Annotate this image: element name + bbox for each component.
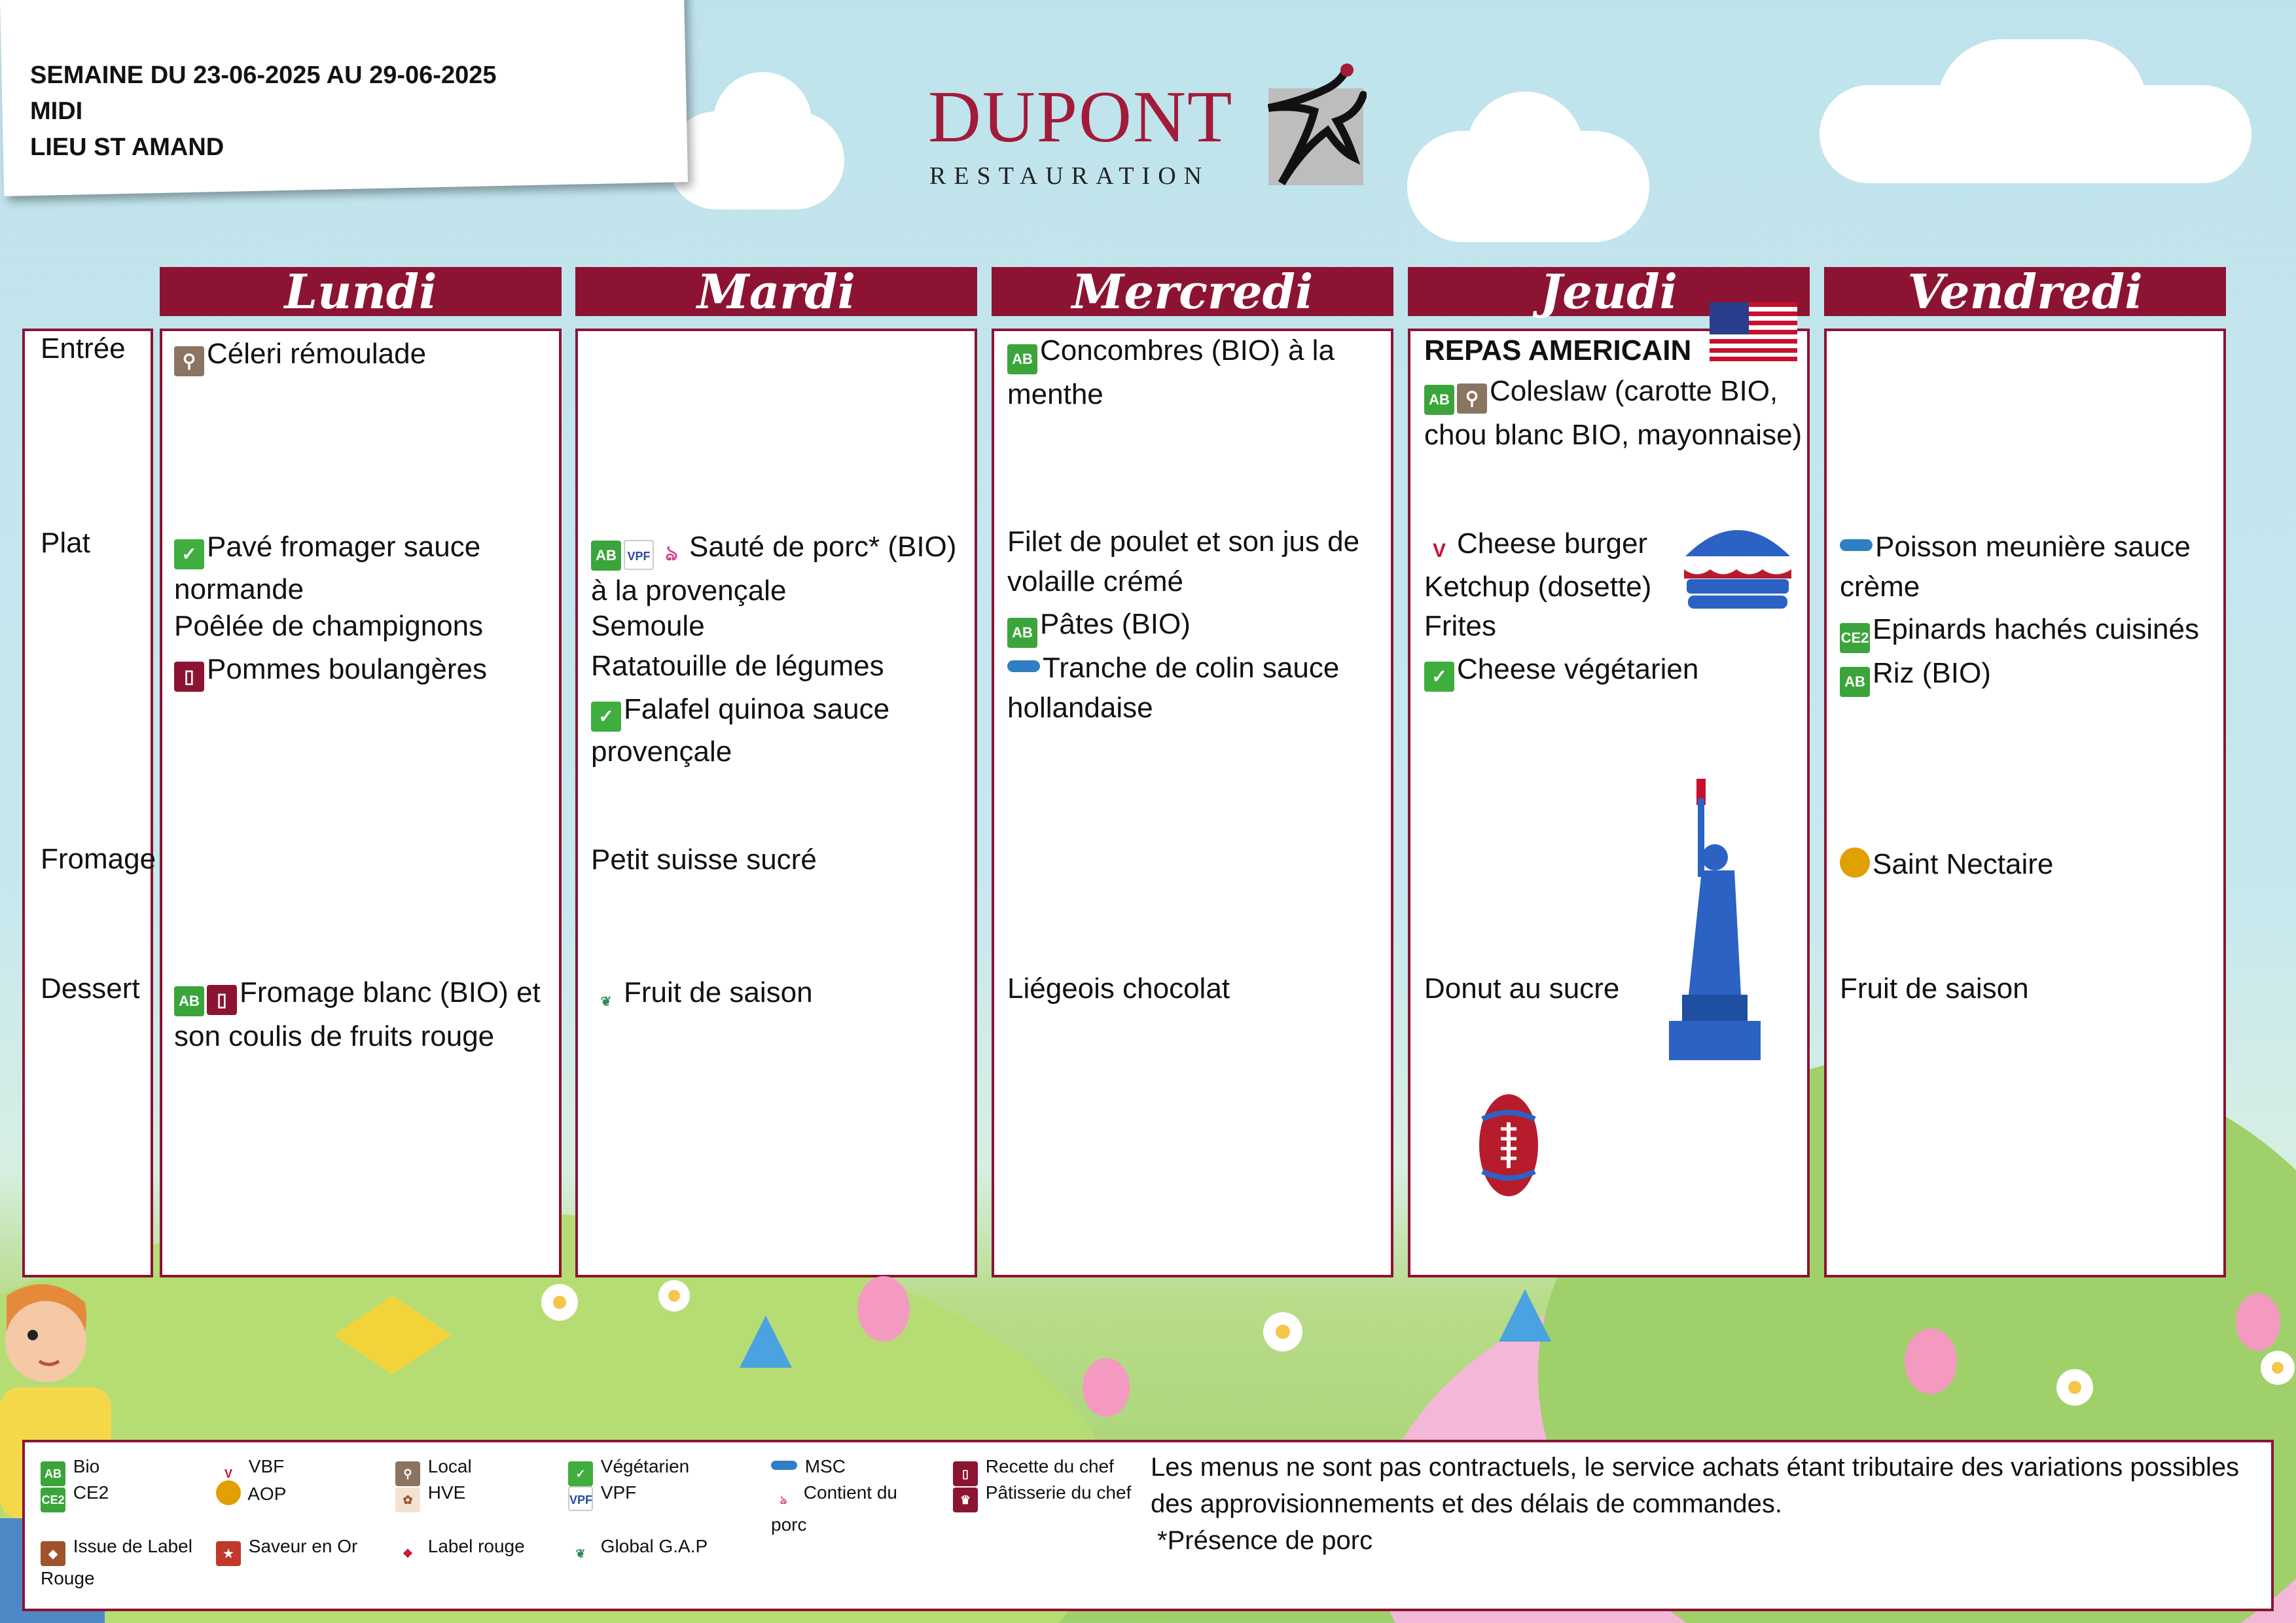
menu-item <box>1424 330 1725 370</box>
legend <box>22 1440 2274 1611</box>
menu-item <box>591 527 977 611</box>
menu-item <box>174 606 554 646</box>
legend-label: MSC <box>804 1456 846 1476</box>
flowers-decoration <box>0 1270 2296 1446</box>
menu-item <box>1840 527 2226 607</box>
legend-label: Végétarien <box>600 1456 690 1476</box>
row-label-entree: Entrée <box>41 332 126 365</box>
logo-subtitle: RESTAURATION <box>929 162 1210 190</box>
legend-label: Contient du porc <box>771 1482 897 1535</box>
menu-item <box>1840 609 2226 653</box>
legend-label: CE2 <box>73 1482 109 1503</box>
legend-label: VPF <box>600 1482 637 1503</box>
jeudi-theme: REPAS AMERICAIN <box>1424 334 1692 366</box>
menu-item <box>1840 969 2219 1008</box>
msc-icon <box>771 1461 797 1470</box>
menu-item <box>1424 649 1804 692</box>
legend-label: Recette du chef <box>985 1456 1114 1476</box>
week-title: SEMAINE DU 23-06-2025 AU 29-06-2025 <box>30 62 497 89</box>
label-rouge-icon: ❖ <box>395 1541 420 1566</box>
chef-recipe-icon: ▯ <box>953 1461 978 1486</box>
vegetarian-icon: ✓ <box>591 702 621 732</box>
lundi-entree: Céleri rémoulade <box>207 338 427 370</box>
row-label-dessert: Dessert <box>41 972 140 1005</box>
statue-of-liberty-icon <box>1662 779 1774 1073</box>
menu-item <box>1424 969 1686 1008</box>
vendredi-plat-1: Poisson meunière sauce crème <box>1840 531 2191 603</box>
issue-label-rouge-icon: ◆ <box>41 1541 65 1566</box>
legend-label-rouge <box>395 1534 525 1566</box>
burger-icon <box>1679 517 1797 615</box>
pork-note: *Présence de porc <box>1157 1526 1373 1555</box>
row-labels-panel <box>22 329 153 1277</box>
legend-msc <box>771 1454 846 1479</box>
lundi-plat-3: Pommes boulangères <box>207 653 488 685</box>
panel-mercredi <box>992 329 1393 1277</box>
menu-item <box>591 840 971 880</box>
menu-item <box>1424 524 1673 566</box>
dupont-logo <box>928 62 1363 200</box>
row-label-plat: Plat <box>41 527 90 559</box>
vegetarian-icon: ✓ <box>174 539 204 569</box>
jeudi-plat-4: Cheese végétarien <box>1457 653 1699 685</box>
menu-item <box>174 527 554 609</box>
ce2-icon: CE2 <box>41 1488 65 1512</box>
row-label-fromage: Fromage <box>41 843 156 875</box>
header-info <box>30 58 496 166</box>
logo-wordmark: DUPONT <box>928 77 1234 158</box>
bio-icon: AB <box>1840 667 1870 697</box>
vegetarian-icon: ✓ <box>1424 662 1454 692</box>
legend-label: Issue de Label Rouge <box>41 1536 192 1588</box>
bio-icon: AB <box>1007 344 1037 374</box>
menu-item <box>1007 604 1387 648</box>
bio-icon: AB <box>1007 618 1037 648</box>
bio-icon: AB <box>174 986 204 1016</box>
day-header-mardi: Mardi <box>575 267 977 316</box>
cloud-far-right-puff <box>1937 39 2147 170</box>
mardi-plat-2: Semoule <box>591 610 705 642</box>
legend-ce2 <box>41 1480 109 1512</box>
panel-lundi <box>160 329 562 1277</box>
bio-icon: AB <box>1424 385 1454 415</box>
day-header-jeudi: Jeudi <box>1408 267 1810 316</box>
bio-icon: AB <box>591 541 621 571</box>
mercredi-plat-2: Pâtes (BIO) <box>1040 608 1191 640</box>
menu-item <box>174 334 554 376</box>
legend-label: AOP <box>247 1484 287 1504</box>
menu-item <box>1424 567 1686 607</box>
legend-label: Pâtisserie du chef <box>985 1482 1132 1503</box>
legend-label: HVE <box>427 1482 466 1503</box>
cloud-right-puff <box>1466 92 1584 209</box>
disclaimer-text: Les menus ne sont pas contractuels, le service achats étant tributaire des variations possibles des approvisionnements et des délais de commandes. <box>1151 1453 2240 1518</box>
vpf-icon: VPF <box>568 1486 593 1511</box>
local-icon: ⚲ <box>395 1461 420 1486</box>
vendredi-dessert: Fruit de saison <box>1840 972 2029 1005</box>
jeudi-plat-3: Frites <box>1424 610 1496 642</box>
vbf-icon: V <box>216 1461 241 1486</box>
disclaimer <box>1151 1449 2263 1559</box>
jeudi-dessert: Donut au sucre <box>1424 972 1620 1005</box>
saveur-en-or-icon: ★ <box>216 1541 241 1566</box>
menu-item <box>1007 522 1387 601</box>
legend-vpf <box>568 1480 636 1511</box>
local-icon: ⚲ <box>1457 383 1487 414</box>
vendredi-plat-2: Epinards hachés cuisinés <box>1873 613 2199 645</box>
legend-issue <box>41 1534 198 1591</box>
legend-porc <box>771 1480 935 1537</box>
mercredi-entree: Concombres (BIO) à la menthe <box>1007 334 1335 410</box>
menu-item <box>591 646 971 686</box>
legend-patisserie <box>953 1480 1149 1512</box>
vendredi-plat-3: Riz (BIO) <box>1873 657 1991 689</box>
hve-icon: ✿ <box>395 1488 420 1512</box>
lundi-plat-1: Pavé fromager sauce normande <box>174 531 481 605</box>
mardi-plat-1: Sauté de porc* (BIO) à la provençale <box>591 531 957 607</box>
menu-item <box>591 606 971 646</box>
jeudi-plat-1: Cheese burger <box>1457 527 1648 560</box>
menu-item <box>1007 330 1387 414</box>
legend-label: Bio <box>73 1456 100 1476</box>
mardi-plat-4: Falafel quinoa sauce provençale <box>591 693 890 768</box>
legend-label: Global G.A.P <box>600 1536 708 1556</box>
chef-recipe-icon: ▯ <box>174 662 204 692</box>
menu-item <box>1424 371 1817 455</box>
mardi-plat-3: Ratatouille de légumes <box>591 650 884 682</box>
ce2-icon: CE2 <box>1840 623 1870 653</box>
legend-gap <box>568 1534 708 1566</box>
vbf-icon: V <box>1424 536 1454 566</box>
mardi-fromage: Petit suisse sucré <box>591 844 817 876</box>
menu-item <box>1007 648 1387 728</box>
day-header-mercredi: Mercredi <box>992 267 1393 316</box>
vendredi-fromage: Saint Nectaire <box>1873 848 2054 880</box>
legend-label: Local <box>427 1456 472 1476</box>
jeudi-entree: Coleslaw (carotte BIO, chou blanc BIO, mayonnaise) <box>1424 375 1803 451</box>
legend-aop <box>216 1480 286 1507</box>
chef-recipe-icon: ▯ <box>207 985 237 1015</box>
aop-icon <box>216 1480 241 1505</box>
menu-item <box>1007 969 1387 1008</box>
bio-icon: AB <box>41 1461 65 1486</box>
aop-icon <box>1840 847 1870 878</box>
pork-icon: ঌ <box>771 1488 796 1512</box>
lundi-dessert: Fromage blanc (BIO) et son coulis de fruits rouge <box>174 976 541 1052</box>
mercredi-dessert: Liégeois chocolat <box>1007 972 1230 1005</box>
american-football-icon <box>1476 1093 1541 1198</box>
pastry-chef-icon: ♛ <box>953 1488 978 1512</box>
runner-icon <box>1249 62 1367 193</box>
menu-item <box>174 972 554 1056</box>
panel-mardi <box>575 329 977 1277</box>
vpf-icon: VPF <box>624 540 654 570</box>
meal-type: MIDI <box>30 98 83 125</box>
menu-item <box>591 972 971 1017</box>
msc-icon <box>1007 660 1040 672</box>
local-icon: ⚲ <box>174 346 204 376</box>
mercredi-plat-1: Filet de poulet et son jus de volaille crémé <box>1007 526 1360 597</box>
cloud-left-puff <box>713 72 812 170</box>
day-header-lundi: Lundi <box>160 267 562 316</box>
menu-item <box>591 689 971 772</box>
lundi-plat-2: Poêlée de champignons <box>174 610 484 642</box>
jeudi-plat-2: Ketchup (dosette) <box>1424 571 1652 603</box>
legend-label: Label rouge <box>427 1536 525 1556</box>
mercredi-plat-3: Tranche de colin sauce hollandaise <box>1007 652 1340 724</box>
global-gap-icon: ❦ <box>568 1541 593 1566</box>
msc-icon <box>1840 539 1873 551</box>
panel-vendredi <box>1824 329 2226 1277</box>
menu-item <box>1840 844 2219 884</box>
legend-hve <box>395 1480 465 1512</box>
location: LIEU ST AMAND <box>30 134 224 161</box>
menu-item <box>1424 606 1686 646</box>
mardi-dessert: Fruit de saison <box>624 976 813 1008</box>
legend-label: VBF <box>248 1456 285 1476</box>
menu-item <box>174 649 554 692</box>
menu-item <box>1840 653 2219 697</box>
pork-icon: ঌ <box>656 538 687 568</box>
legend-label: Saveur en Or <box>248 1536 358 1556</box>
day-header-vendredi: Vendredi <box>1824 267 2226 316</box>
legend-saveur <box>216 1534 357 1566</box>
vegetarian-icon: ✓ <box>568 1461 593 1486</box>
us-flag-icon <box>1710 302 1797 361</box>
global-gap-icon: ❦ <box>591 987 621 1017</box>
